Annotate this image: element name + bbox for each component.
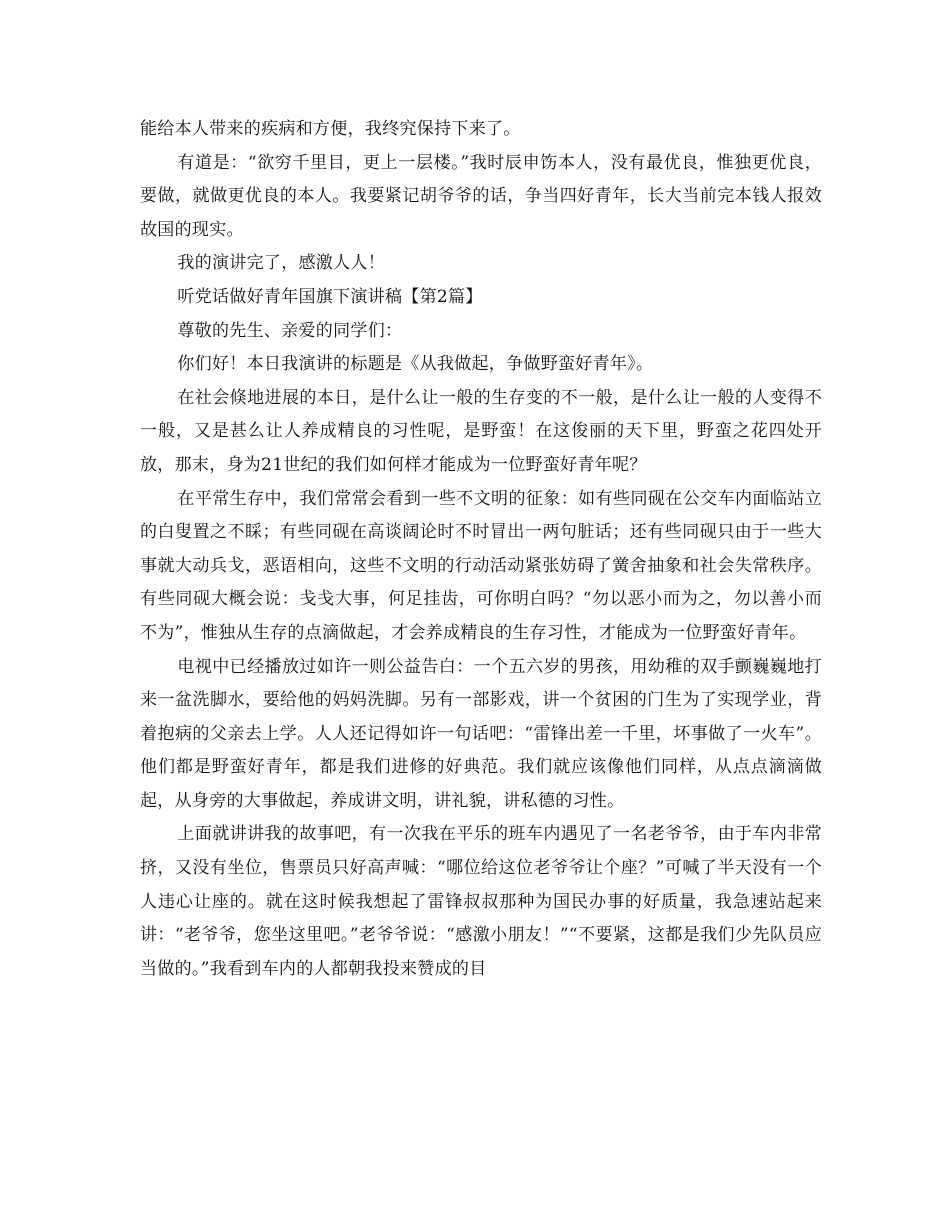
paragraph: 你们好！本日我演讲的标题是《从我做起，争做野蛮好青年》。 (177, 354, 654, 375)
paragraph: 能给本人带来的疾病和方便，我终究保持下来了。 (140, 119, 521, 139)
paragraph: 在社会倏地进展的本日，是什么让一般的生存变的不一般，是什么让一般的人变得不一般，又是甚么让人养成精良的习性呢，是野蛮！在这俊丽的天下里，野蛮之花四处开放，那末，身为21世纪的我们如何样才能成为一位野蛮好青年呢？ (140, 387, 822, 475)
section-heading: 听党话做好青年国旗下演讲稿【第2篇】 (177, 286, 483, 307)
paragraph: 电视中已经播放过如许一则公益告白：一个五六岁的男孩，用幼稚的双手颤巍巍地打来一盆洗脚水，要给他的妈妈洗脚。另有一部影戏，讲一个贫困的门生为了实现学业，背着抱病的父亲去上学。人人还记得如许一句话吧：“雷锋出差一千里，坏事做了一火车”。他们都是野蛮好青年，都是我们进修的好典范。我们就应该像他们同样，从点点滴滴做起，从身旁的大事做起，养成讲文明，讲礼貌，讲私德的习性。 (140, 656, 822, 811)
salutation: 尊敬的先生、亲爱的同学们： (177, 320, 403, 341)
paragraph: 在平常生存中，我们常常会看到一些不文明的征象：如有些同砚在公交车内面临站立的白叟置之不睬；有些同砚在高谈阔论时不时冒出一两句脏话；还有些同砚只由于一些大事就大动兵戈，恶语相向，这些不文明的行动活动紧张妨碍了黉舍抽象和社会失常秩序。有些同砚大概会说：戋戋大事，何足挂齿，可你明白吗？“勿以恶小而为之，勿以善小而不为”，惟独从生存的点滴做起，才会养成精良的生存习性，才能成为一位野蛮好青年。 (140, 488, 822, 643)
paragraph: 有道是：“欲穷千里目，更上一层楼。”我时辰申饬本人，没有最优良，惟独更优良，要做，就做更优良的本人。我要紧记胡爷爷的话，争当四好青年，长大当前完本钱人报效故国的现实。 (140, 152, 822, 240)
document-body (140, 113, 822, 986)
paragraph: 上面就讲讲我的故事吧，有一次我在平乐的班车内遇见了一名老爷爷，由于车内非常挤，又没有坐位，售票员只好高声喊：“哪位给这位老爷爷让个座？”可喊了半天没有一个人违心让座的。就在这时候我想起了雷锋叔叔那种为国民办事的好质量，我急速站起来讲：“老爷爷，您坐这里吧。”老爷爷说：“感激小朋友！”“不要紧，这都是我们少先队员应当做的。”我看到车内的人都朝我投来赞成的目 (140, 824, 822, 979)
paragraph: 我的演讲完了，感激人人！ (177, 253, 385, 274)
